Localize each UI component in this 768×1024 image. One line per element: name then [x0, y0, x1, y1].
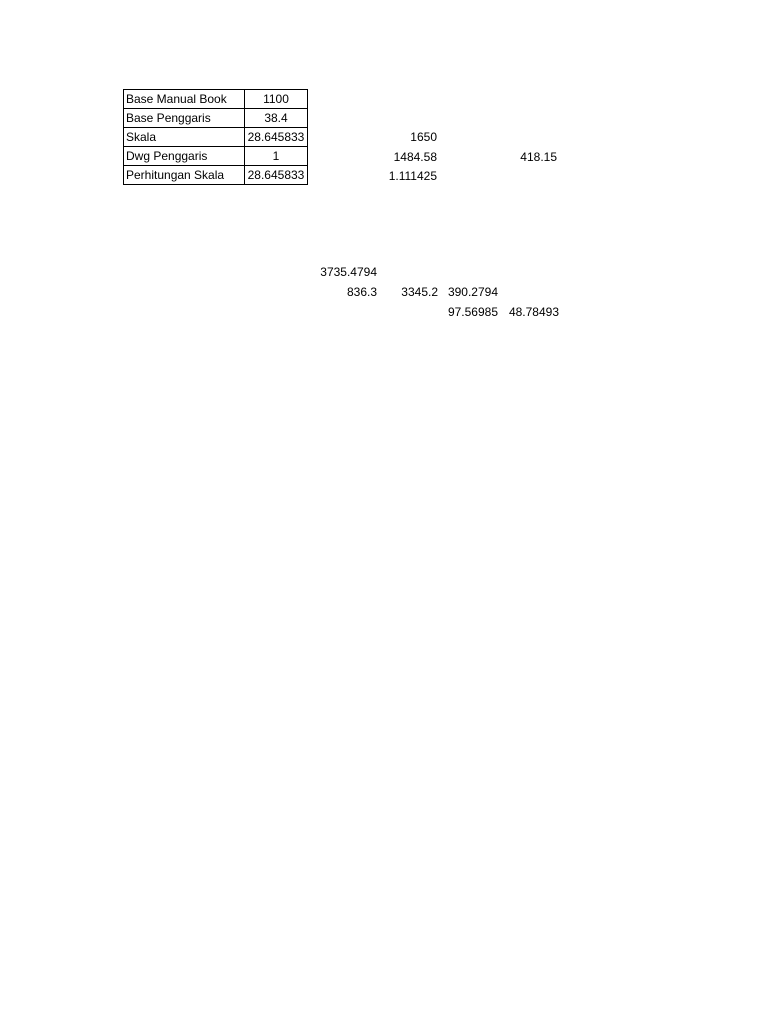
row-value[interactable]: 28.645833 — [245, 128, 308, 147]
row-label[interactable]: Skala — [124, 128, 245, 147]
perhitungan-side-value[interactable]: 1.111425 — [388, 169, 437, 183]
base-scale-table — [123, 89, 308, 185]
table-row — [124, 109, 308, 128]
row-value[interactable]: 38.4 — [245, 109, 308, 128]
table-row — [124, 166, 308, 185]
table-row — [124, 90, 308, 109]
table-row — [124, 128, 308, 147]
row-label[interactable]: Perhitungan Skala — [124, 166, 245, 185]
row-label[interactable]: Dwg Penggaris — [124, 147, 245, 166]
calc-value-r3c3[interactable]: 97.56985 — [447, 305, 498, 319]
row-value[interactable]: 28.645833 — [245, 166, 308, 185]
dwg-far-side-value[interactable]: 418.15 — [520, 150, 557, 164]
calc-value-r3c4[interactable]: 48.78493 — [508, 305, 559, 319]
calc-value-r2c2[interactable]: 3345.2 — [401, 285, 438, 299]
row-value[interactable]: 1 — [245, 147, 308, 166]
table-row — [124, 147, 308, 166]
calc-value-r1c1[interactable]: 3735.4794 — [320, 265, 377, 279]
row-label[interactable]: Base Manual Book — [124, 90, 245, 109]
row-label[interactable]: Base Penggaris — [124, 109, 245, 128]
row-value[interactable]: 1100 — [245, 90, 308, 109]
calc-value-r2c1[interactable]: 836.3 — [346, 285, 377, 299]
dwg-side-value[interactable]: 1484.58 — [393, 150, 437, 164]
skala-side-value[interactable]: 1650 — [410, 130, 437, 144]
calc-value-r2c3[interactable]: 390.2794 — [447, 285, 498, 299]
